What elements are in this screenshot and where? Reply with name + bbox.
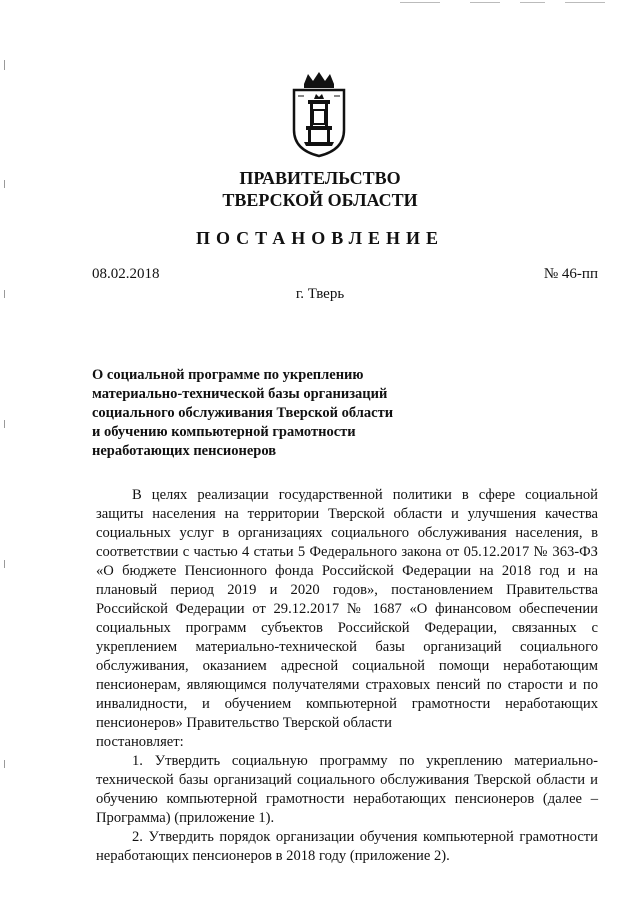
document-type: ПОСТАНОВЛЕНИЕ [195,228,445,248]
scan-artifact [4,60,5,70]
organization-name-line-1: ПРАВИТЕЛЬСТВО [239,168,401,188]
item-2-paragraph: 2. Утвердить порядок организации обучения компьютерной грамотности неработающих пенсионеров в 2018 году (приложение 2). [96,829,598,864]
scan-artifact [4,760,5,768]
resolves-line: постановляет: [96,734,184,750]
document-date: 08.02.2018 [92,266,160,282]
tver-coat-of-arms-icon [290,70,348,158]
document-title [92,366,412,461]
title-line: и обучению компьютерной грамотности [92,424,356,440]
document-number: № 46-пп [543,266,598,282]
title-line: О социальной программе по укреплению [92,367,364,383]
document-body [96,486,598,866]
scan-artifact [470,2,500,3]
scan-artifact [520,2,545,3]
scan-artifact [4,420,5,428]
scan-artifact [565,2,605,3]
scan-artifact [4,560,5,568]
title-line: материально-технической базы организаций [92,386,388,402]
organization-name-line-2: ТВЕРСКОЙ ОБЛАСТИ [222,190,418,210]
preamble-paragraph: В целях реализации государственной политики в сфере социальной защиты населения на территории Тверской области и улучшения качества социальных услуг в организациях социального обслуживания населения, в соответствии с частью 4 статьи 5 Федерального закона от 05.12.2017 № 363-ФЗ «О бюджете Пенсионного фонда Российской Федерации на 2018 год и на плановый период 2019 и 2020 годов», постановлением Правительства Российской Федерации от 29.12.2017 № 1687 «О финансовом обеспечении социальных программ субъектов Российской Федерации, связанных с укреплением материально-технической базы организаций социального обслуживания, оказанием адресной социальной помощи неработающим пенсионерам, являющимся получателями страховых пенсий по старости и по инвалидности, и обучением компьютерной грамотности неработающих пенсионеров» Правительство Тверской области [96,487,598,731]
scan-artifact [400,2,440,3]
document-city: г. Тверь [295,286,345,302]
title-line: неработающих пенсионеров [92,443,277,459]
title-line: социального обслуживания Тверской области [92,405,394,421]
item-1-paragraph: 1. Утвердить социальную программу по укреплению материально-технической базы организаций социального обслуживания Тверской области и обучению компьютерной грамотности неработающих пенсионеров (далее – Программа) (приложение 1). [96,753,598,826]
